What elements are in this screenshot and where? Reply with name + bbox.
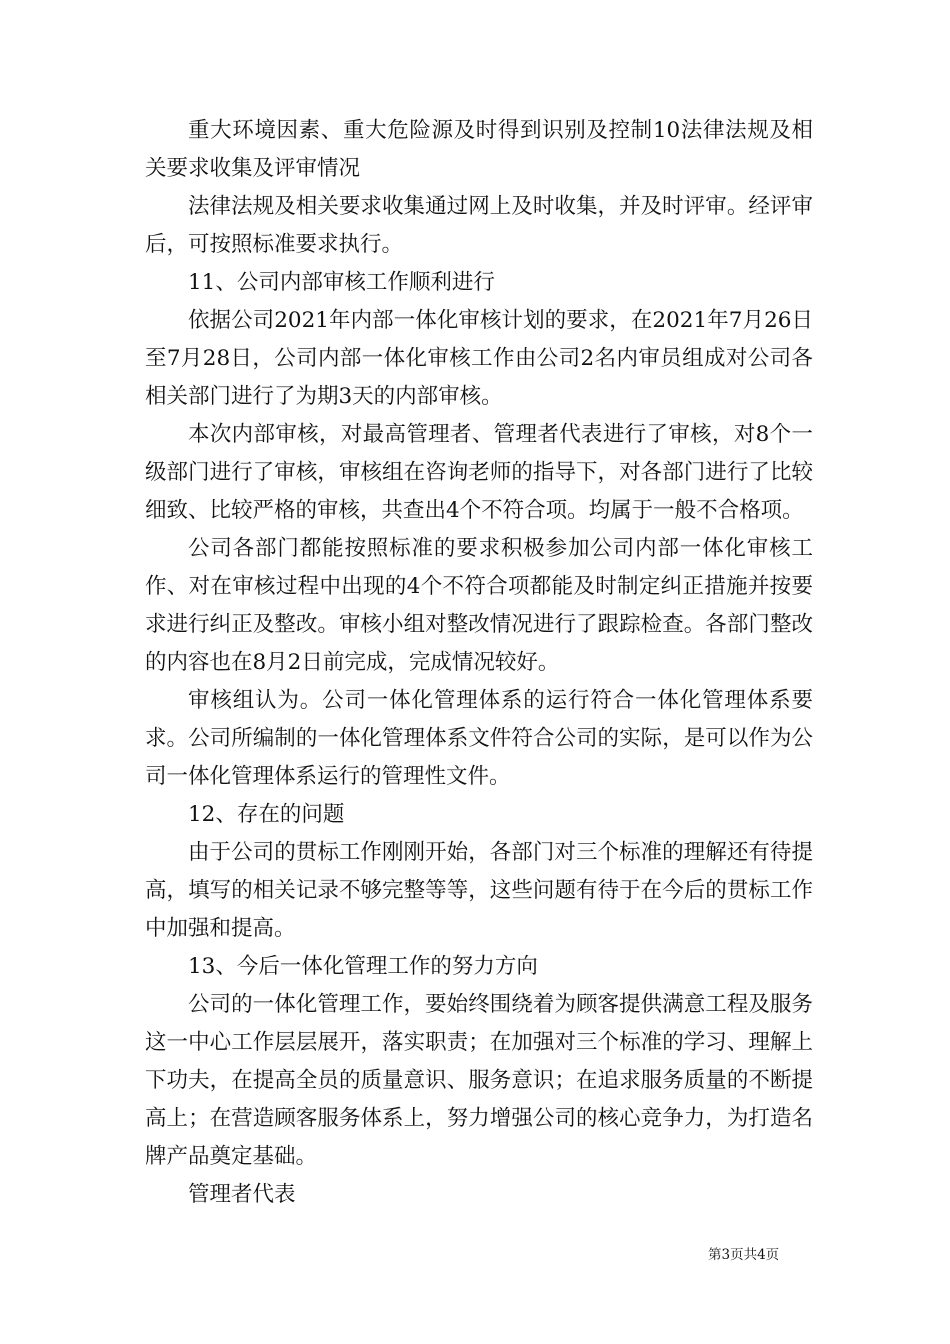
page-number: 第3页共4页 bbox=[708, 1247, 780, 1263]
paragraph-audit-scope: 本次内部审核，对最高管理者、管理者代表进行了审核，对8个一级部门进行了审核，审核组在咨询老师的指导下，对各部门进行了比较细致、比较严格的审核，共查出4个不符合项。均属于一般不合格项。 bbox=[145, 422, 813, 523]
section-heading-11: 11、公司内部审核工作顺利进行 bbox=[188, 270, 495, 295]
signature-management-representative: 管理者代表 bbox=[188, 1182, 296, 1207]
paragraph-problems: 由于公司的贯标工作刚刚开始，各部门对三个标准的理解还有待提高，填写的相关记录不够完整等等，这些问题有待于在今后的贯标工作中加强和提高。 bbox=[145, 840, 813, 941]
paragraph-laws-review: 法律法规及相关要求收集通过网上及时收集，并及时评审。经评审后，可按照标准要求执行。 bbox=[145, 194, 813, 257]
paragraph-future-direction: 公司的一体化管理工作，要始终围绕着为顾客提供满意工程及服务这一中心工作层层展开，落实职责；在加强对三个标准的学习、理解上下功夫，在提高全员的质量意识、服务意识；在追求服务质量的不断提高上；在营造顾客服务体系上，努力增强公司的核心竞争力，为打造名牌产品奠定基础。 bbox=[145, 992, 813, 1169]
paragraph-audit-conclusion: 审核组认为。公司一体化管理体系的运行符合一体化管理体系要求。公司所编制的一体化管理体系文件符合公司的实际，是可以作为公司一体化管理体系运行的管理性文件。 bbox=[145, 688, 813, 789]
paragraph-audit-corrections: 公司各部门都能按照标准的要求积极参加公司内部一体化审核工作、对在审核过程中出现的4个不符合项都能及时制定纠正措施并按要求进行纠正及整改。审核小组对整改情况进行了跟踪检查。各部门整改的内容也在8月2日前完成，完成情况较好。 bbox=[145, 536, 813, 675]
paragraph-environment-factors: 重大环境因素、重大危险源及时得到识别及控制10法律法规及相关要求收集及评审情况 bbox=[145, 118, 813, 181]
section-heading-13: 13、今后一体化管理工作的努力方向 bbox=[188, 954, 538, 979]
section-heading-12: 12、存在的问题 bbox=[188, 802, 345, 827]
document-body bbox=[145, 112, 813, 1214]
paragraph-audit-plan: 依据公司2021年内部一体化审核计划的要求，在2021年7月26日至7月28日，公司内部一体化审核工作由公司2名内审员组成对公司各相关部门进行了为期3天的内部审核。 bbox=[145, 308, 813, 409]
